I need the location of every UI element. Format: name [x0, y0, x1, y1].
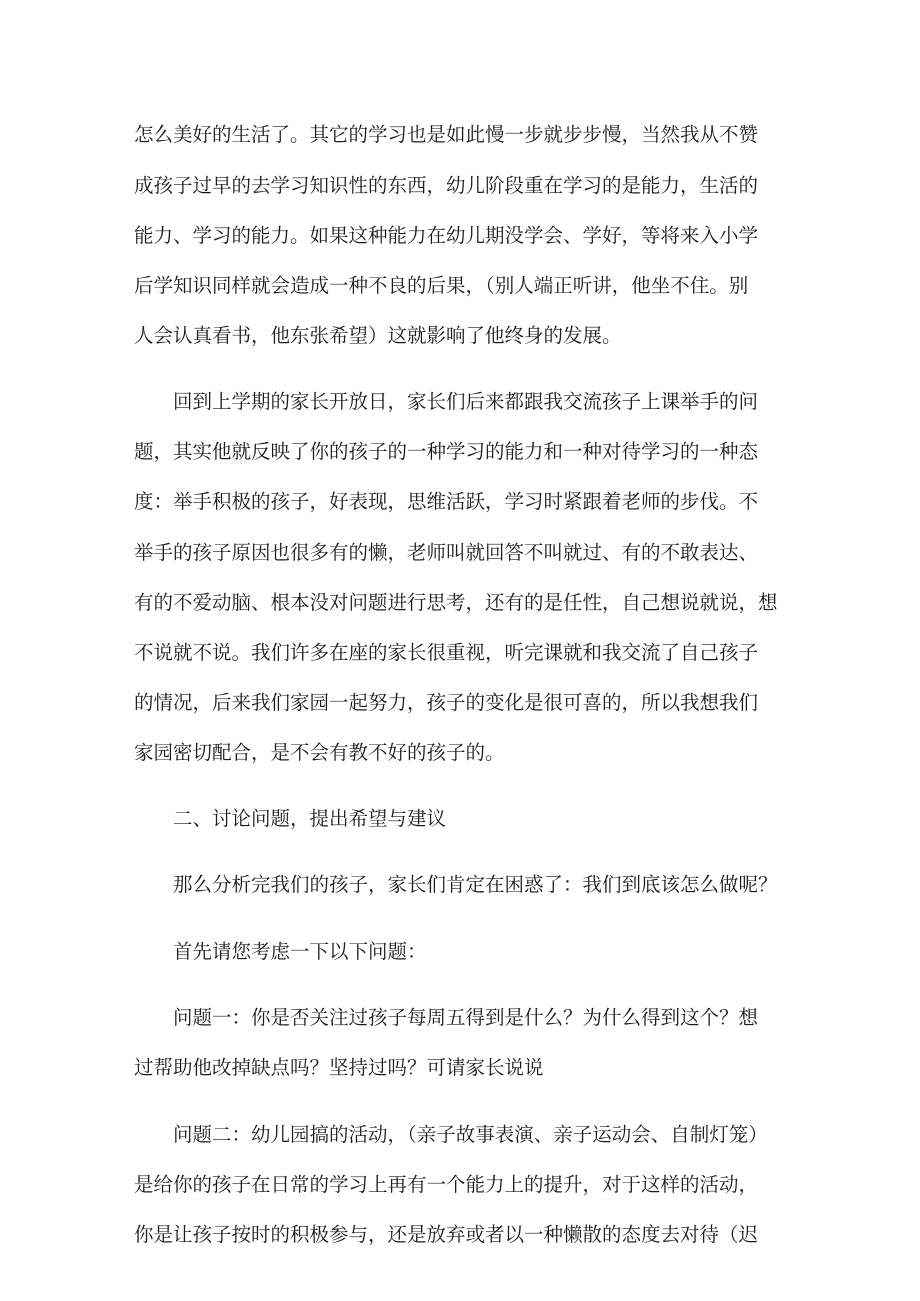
text-line: 举手的孩子原因也很多有的懒，老师叫就回答不叫就过、有的不敢表达、 [134, 541, 759, 564]
text-line: 怎么美好的生活了。其它的学习也是如此慢一步就步步慢，当然我从不赞 [134, 123, 759, 146]
text-line: 首先请您考虑一下以下问题： [173, 940, 427, 963]
text-line: 回到上学期的家长开放日，家长们后来都跟我交流孩子上课举手的问 [173, 390, 759, 413]
text-line: 人会认真看书，他东张希望）这就影响了他终身的发展。 [134, 324, 622, 347]
text-line: 家园密切配合，是不会有教不好的孩子的。 [134, 741, 505, 764]
text-line: 问题一：你是否关注过孩子每周五得到是什么？为什么得到这个？想 [173, 1006, 759, 1029]
text-line: 能力、学习的能力。如果这种能力在幼儿期没学会、学好，等将来入小学 [134, 224, 759, 247]
text-line: 成孩子过早的去学习知识性的东西，幼儿阶段重在学习的是能力，生活的 [134, 174, 759, 197]
text-line: 度：举手积极的孩子，好表现，思维活跃，学习时紧跟着老师的步伐。不 [134, 490, 759, 513]
text-line: 题，其实他就反映了你的孩子的一种学习的能力和一种对待学习的一种态 [134, 440, 759, 463]
text-line: 那么分析完我们的孩子，家长们肯定在困惑了：我们到底该怎么做呢？ [173, 873, 778, 896]
text-line: 是给你的孩子在日常的学习上再有一个能力上的提升，对于这样的活动， [134, 1173, 759, 1196]
section-heading: 二、讨论问题，提出希望与建议 [173, 807, 447, 830]
text-line: 后学知识同样就会造成一种不良的后果，（别人端正听讲，他坐不住。别 [134, 274, 749, 297]
text-line: 不说就不说。我们许多在座的家长很重视，听完课就和我交流了自己孩子 [134, 641, 759, 664]
text-line: 你是让孩子按时的积极参与，还是放弃或者以一种懒散的态度去对待（迟 [134, 1223, 759, 1246]
text-line: 的情况，后来我们家园一起努力，孩子的变化是很可喜的，所以我想我们 [134, 691, 759, 714]
text-line: 有的不爱动脑、根本没对问题进行思考，还有的是任性，自己想说就说，想 [134, 591, 778, 614]
text-line: 过帮助他改掉缺点吗？坚持过吗？可请家长说说 [134, 1056, 544, 1079]
text-line: 问题二：幼儿园搞的活动，（亲子故事表演、亲子运动会、自制灯笼） [173, 1123, 768, 1146]
